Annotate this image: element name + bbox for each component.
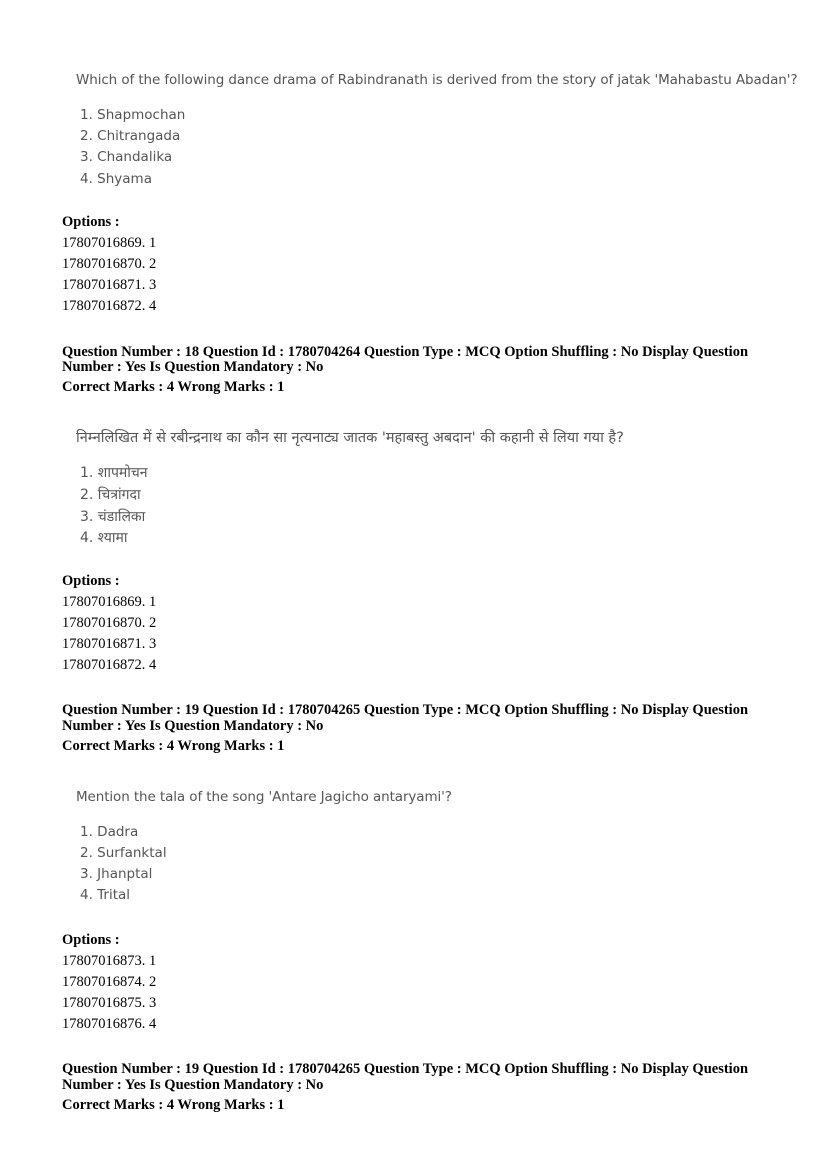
option-id: 17807016870. 2: [62, 615, 157, 631]
option-id: 17807016869. 1: [62, 235, 157, 251]
option-id: 17807016873. 1: [62, 953, 157, 969]
option-id: 17807016871. 3: [62, 636, 157, 652]
question-meta: Number : Yes Is Question Mandatory : No: [62, 718, 324, 734]
choice-item: 1. Shapmochan: [80, 107, 186, 123]
choice-item: 2. Surfanktal: [80, 845, 167, 861]
options-label: Options :: [62, 214, 120, 230]
question-text: निम्नलिखित में से रबीन्द्रनाथ का कौन सा नृत्यनाट्य जातक 'महाबस्तु अबदान' की कहानी से लिया गया है?: [76, 430, 624, 446]
marks-line: Correct Marks : 4 Wrong Marks : 1: [62, 379, 285, 395]
option-id: 17807016872. 4: [62, 657, 157, 673]
choice-item: 3. चंडालिका: [80, 509, 146, 525]
question-text: Which of the following dance drama of Rabindranath is derived from the story of jatak 'Mahabastu Abadan'?: [76, 72, 798, 88]
choice-item: 1. Dadra: [80, 824, 139, 840]
choice-item: 4. श्यामा: [80, 530, 128, 546]
option-id: 17807016876. 4: [62, 1016, 157, 1032]
choice-item: 2. Chitrangada: [80, 128, 181, 144]
choice-item: 3. Jhanptal: [80, 866, 153, 882]
marks-line: Correct Marks : 4 Wrong Marks : 1: [62, 1097, 285, 1113]
choice-item: 1. शापमोचन: [80, 465, 148, 481]
options-label: Options :: [62, 932, 120, 948]
question-meta: Question Number : 19 Question Id : 1780704265 Question Type : MCQ Option Shuffling : No Display Question: [62, 1061, 749, 1077]
options-label: Options :: [62, 573, 120, 589]
choice-item: 3. Chandalika: [80, 149, 173, 165]
option-id: 17807016874. 2: [62, 974, 157, 990]
option-id: 17807016875. 3: [62, 995, 157, 1011]
option-id: 17807016870. 2: [62, 256, 157, 272]
question-meta: Question Number : 18 Question Id : 1780704264 Question Type : MCQ Option Shuffling : No Display Question: [62, 344, 749, 360]
option-id: 17807016871. 3: [62, 277, 157, 293]
question-meta: Number : Yes Is Question Mandatory : No: [62, 1077, 324, 1093]
option-id: 17807016872. 4: [62, 298, 157, 314]
question-text: Mention the tala of the song 'Antare Jagicho antaryami'?: [76, 789, 452, 805]
choice-item: 2. चित्रांगदा: [80, 487, 141, 503]
marks-line: Correct Marks : 4 Wrong Marks : 1: [62, 738, 285, 754]
choice-item: 4. Shyama: [80, 171, 152, 187]
choice-item: 4. Trital: [80, 887, 131, 903]
question-meta: Question Number : 19 Question Id : 1780704265 Question Type : MCQ Option Shuffling : No Display Question: [62, 702, 749, 718]
option-id: 17807016869. 1: [62, 594, 157, 610]
question-meta: Number : Yes Is Question Mandatory : No: [62, 359, 324, 375]
